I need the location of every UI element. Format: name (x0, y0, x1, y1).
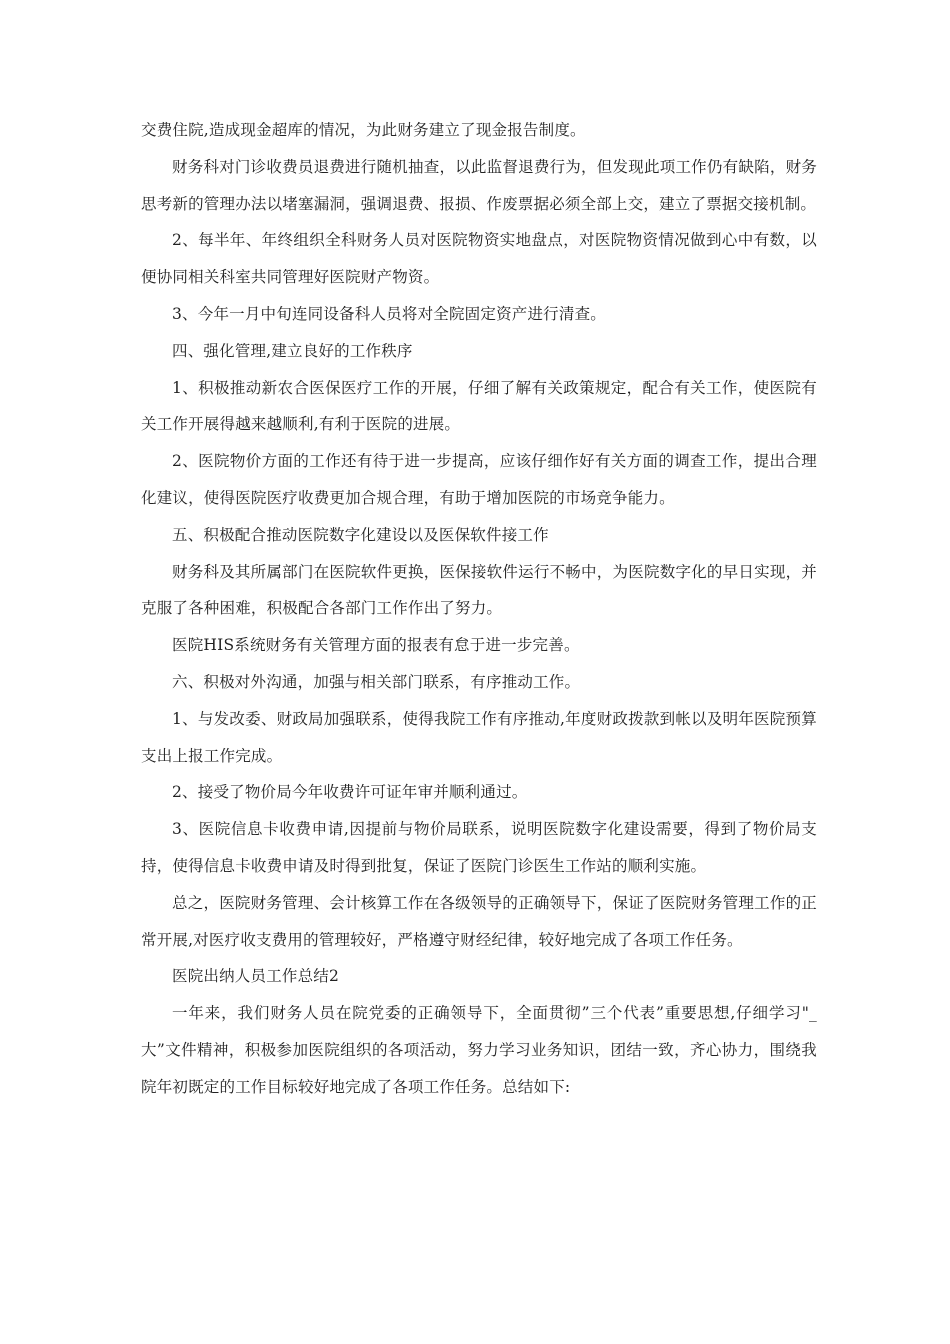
document-body (141, 112, 817, 1106)
paragraph: 2、每半年、年终组织全科财务人员对医院物资实地盘点，对医院物资情况做到心中有数，以便协同相关科室共同管理好医院财产物资。 (141, 231, 817, 287)
paragraph: 四、强化管理,建立良好的工作秩序 (172, 341, 413, 360)
paragraph: 2、医院物价方面的工作还有待于进一步提高，应该仔细作好有关方面的调查工作，提出合理化建议，使得医院医疗收费更加合规合理，有助于增加医院的市场竞争能力。 (141, 452, 817, 507)
paragraph: 3、医院信息卡收费申请,因提前与物价局联系，说明医院数字化建设需要，得到了物价局支持，使得信息卡收费申请及时得到批复，保证了医院门诊医生工作站的顺利实施。 (141, 820, 817, 875)
paragraph: 2、接受了物价局今年收费许可证年审并顺利通过。 (172, 783, 528, 802)
paragraph: 五、积极配合推动医院数字化建设以及医保软件接工作 (172, 525, 549, 544)
paragraph: 医院HIS系统财务有关管理方面的报表有怠于进一步完善。 (172, 636, 580, 655)
paragraph: 总之，医院财务管理、会计核算工作在各级领导的正确领导下，保证了医院财务管理工作的正常开展,对医疗收支费用的管理较好，严格遵守财经纪律，较好地完成了各项工作任务。 (141, 893, 817, 949)
paragraph: 六、积极对外沟通，加强与相关部门联系，有序推动工作。 (172, 672, 581, 691)
paragraph: 1、积极推动新农合医保医疗工作的开展，仔细了解有关政策规定，配合有关工作，使医院有关工作开展得越来越顺利,有利于医院的进展。 (141, 378, 817, 434)
paragraph: 财务科对门诊收费员退费进行随机抽查，以此监督退费行为，但发现此项工作仍有缺陷，财务思考新的管理办法以堵塞漏洞，强调退费、报损、作废票据必须全部上交，建立了票据交接机制。 (141, 157, 817, 213)
paragraph: 医院出纳人员工作总结2 (172, 967, 340, 986)
paragraph: 1、与发改委、财政局加强联系，使得我院工作有序推动,年度财政拨款到帐以及明年医院预算支出上报工作完成。 (141, 709, 817, 765)
paragraph: 财务科及其所属部门在医院软件更换，医保接软件运行不畅中，为医院数字化的早日实现，并克服了各种困难，积极配合各部门工作作出了努力。 (141, 562, 817, 618)
paragraph: 交费住院,造成现金超库的情况，为此财务建立了现金报告制度。 (141, 121, 586, 139)
paragraph: 3、今年一月中旬连同设备科人员将对全院固定资产进行清查。 (172, 304, 606, 323)
paragraph: 一年来，我们财务人员在院党委的正确领导下，全面贯彻”三个代表”重要思想,仔细学习"_大”文件精神，积极参加医院组织的各项活动，努力学习业务知识，团结一致，齐心协力，围绕我院年初既定的工作目标较好地完成了各项工作任务。总结如下: (141, 1004, 817, 1096)
